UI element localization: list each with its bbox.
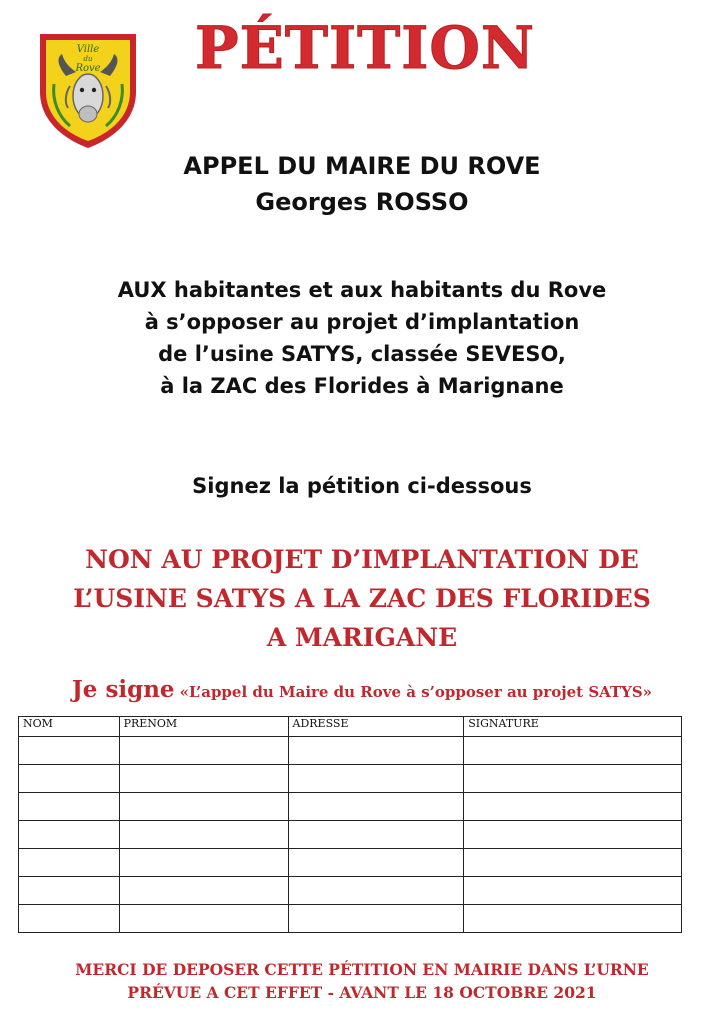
footer-instructions (0, 958, 724, 1004)
cell-signature[interactable] (464, 737, 682, 765)
table-header-row (19, 717, 682, 737)
appeal-line-4: à la ZAC des Florides à Marignane (160, 374, 564, 398)
cell-prenom[interactable] (119, 877, 288, 905)
ville-du-rove-crest-logo (36, 30, 140, 150)
crest-text-rove: Rove (75, 63, 101, 74)
sign-prompt: Signez la pétition ci-dessous (192, 474, 532, 498)
cell-signature[interactable] (464, 849, 682, 877)
je-signe-quote: «L’appel du Maire du Rove à s’opposer au projet SATYS» (179, 683, 653, 701)
appeal-line-2: à s’opposer au projet d’implantation (144, 310, 580, 334)
cell-prenom[interactable] (119, 737, 288, 765)
column-header-nom: NOM (19, 717, 120, 737)
cell-nom[interactable] (19, 765, 120, 793)
cell-adresse[interactable] (288, 877, 464, 905)
cell-nom[interactable] (19, 905, 120, 933)
cell-nom[interactable] (19, 849, 120, 877)
column-header-prenom: PRENOM (119, 717, 288, 737)
je-signe-lead: Je signe (71, 676, 175, 703)
cell-adresse[interactable] (288, 793, 464, 821)
slogan-line-1: NON AU PROJET D’IMPLANTATION DE (85, 545, 639, 574)
mayor-appeal-heading (0, 148, 724, 220)
table-row (19, 793, 682, 821)
appeal-line-3: de l’usine SATYS, classée SEVESO, (158, 342, 566, 366)
cell-signature[interactable] (464, 793, 682, 821)
mayor-name: Georges ROSSO (255, 188, 469, 216)
cell-nom[interactable] (19, 737, 120, 765)
cell-adresse[interactable] (288, 765, 464, 793)
appeal-text (0, 274, 724, 402)
footer-line-2: PRÉVUE A CET EFFET - AVANT LE 18 OCTOBRE 2021 (127, 983, 597, 1002)
cell-nom[interactable] (19, 793, 120, 821)
table-row (19, 877, 682, 905)
cell-prenom[interactable] (119, 821, 288, 849)
table-row (19, 849, 682, 877)
cell-adresse[interactable] (288, 849, 464, 877)
cell-adresse[interactable] (288, 821, 464, 849)
cell-prenom[interactable] (119, 849, 288, 877)
signature-rows (19, 737, 682, 933)
heading-line-1: APPEL DU MAIRE DU ROVE (183, 152, 541, 180)
cell-signature[interactable] (464, 877, 682, 905)
cell-prenom[interactable] (119, 765, 288, 793)
cell-adresse[interactable] (288, 737, 464, 765)
crest-text-du: du (83, 55, 93, 63)
slogan-line-3: A MARIGANE (266, 623, 458, 652)
table-row (19, 765, 682, 793)
table-row (19, 905, 682, 933)
petition-title: PÉTITION (195, 14, 535, 82)
table-row (19, 737, 682, 765)
footer-line-1: MERCI DE DEPOSER CETTE PÉTITION EN MAIRIE DANS L’URNE (75, 960, 649, 979)
cell-signature[interactable] (464, 905, 682, 933)
slogan (0, 540, 724, 657)
cell-nom[interactable] (19, 821, 120, 849)
cell-signature[interactable] (464, 765, 682, 793)
cell-nom[interactable] (19, 877, 120, 905)
cell-signature[interactable] (464, 821, 682, 849)
table-row (19, 821, 682, 849)
signature-table (18, 716, 682, 933)
column-header-adresse: ADRESSE (288, 717, 464, 737)
je-signe-line (0, 676, 724, 703)
column-header-signature: SIGNATURE (464, 717, 682, 737)
slogan-line-2: L’USINE SATYS A LA ZAC DES FLORIDES (73, 584, 651, 613)
cell-prenom[interactable] (119, 793, 288, 821)
appeal-line-1: AUX habitantes et aux habitants du Rove (117, 278, 607, 302)
cell-prenom[interactable] (119, 905, 288, 933)
crest-text-ville: Ville (76, 44, 100, 55)
cell-adresse[interactable] (288, 905, 464, 933)
